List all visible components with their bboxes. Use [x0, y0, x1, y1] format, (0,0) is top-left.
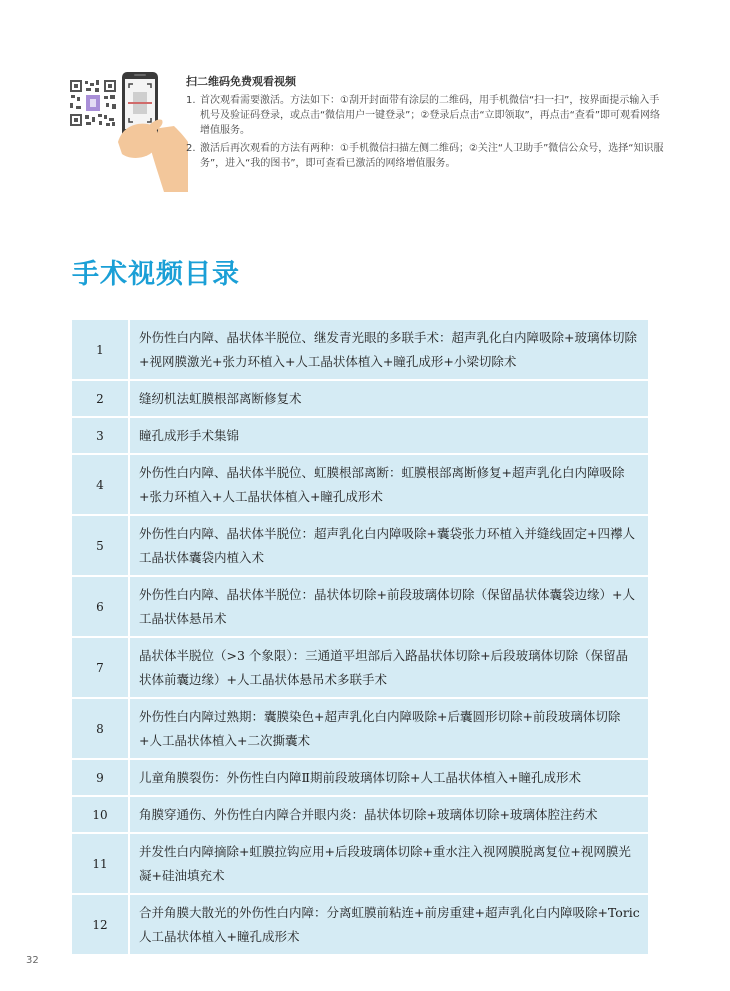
toc-row-number: 10 [71, 796, 129, 833]
toc-row-number: 3 [71, 417, 129, 454]
toc-row-number: 6 [71, 576, 129, 637]
toc-row-title[interactable]: 晶状体半脱位（>3 个象限）：三通道平坦部后入路晶状体切除+后段玻璃体切除（保留晶状体前囊边缘）+人工晶状体悬吊术多联手术 [129, 637, 649, 698]
toc-row-number: 4 [71, 454, 129, 515]
toc-row-title[interactable]: 并发性白内障摘除+虹膜拉钩应用+后段玻璃体切除+重水注入视网膜脱离复位+视网膜光凝+硅油填充术 [129, 833, 649, 894]
qr-illustration [64, 66, 184, 192]
toc-row[interactable] [71, 454, 649, 515]
toc-row-title[interactable]: 外伤性白内障、晶状体半脱位：晶状体切除+前段玻璃体切除（保留晶状体囊袋边缘）+人工晶状体悬吊术 [129, 576, 649, 637]
scan-item-number: 2. [186, 143, 196, 154]
toc-row-number: 12 [71, 894, 129, 955]
toc-heading: 手术视频目录 [72, 259, 240, 290]
scan-item-text: 激活后再次观看的方法有两种：①手机微信扫描左侧二维码；②关注“人卫助手”微信公众号，选择“知识服务”，进入“我的图书”，即可查看已激活的网络增值服务。 [200, 143, 664, 169]
toc-row-title[interactable]: 外伤性白内障、晶状体半脱位：超声乳化白内障吸除+囊袋张力环植入并缝线固定+四襻人工晶状体囊袋内植入术 [129, 515, 649, 576]
toc-row-number: 9 [71, 759, 129, 796]
toc-row-number: 2 [71, 380, 129, 417]
scan-item [186, 93, 666, 138]
toc-row[interactable] [71, 319, 649, 380]
toc-row-title[interactable]: 儿童角膜裂伤：外伤性白内障Ⅱ期前段玻璃体切除+人工晶状体植入+瞳孔成形术 [129, 759, 649, 796]
toc-row[interactable] [71, 894, 649, 955]
toc-row[interactable] [71, 637, 649, 698]
toc-row[interactable] [71, 759, 649, 796]
toc-row[interactable] [71, 698, 649, 759]
toc-row[interactable] [71, 833, 649, 894]
scan-title: 扫二维码免费观看视频 [186, 75, 296, 88]
toc-row-number: 7 [71, 637, 129, 698]
scan-item-number: 1. [186, 95, 196, 106]
toc-row-number: 5 [71, 515, 129, 576]
toc-row-number: 8 [71, 698, 129, 759]
toc-row-title[interactable]: 外伤性白内障、晶状体半脱位、继发青光眼的多联手术：超声乳化白内障吸除+玻璃体切除+视网膜激光+张力环植入+人工晶状体植入+瞳孔成形+小梁切除术 [129, 319, 649, 380]
toc-row[interactable] [71, 515, 649, 576]
scan-instructions [186, 74, 666, 174]
toc-row-title[interactable]: 外伤性白内障过熟期：囊膜染色+超声乳化白内障吸除+后囊圆形切除+前段玻璃体切除+人工晶状体植入+二次撕囊术 [129, 698, 649, 759]
qr-code-icon[interactable] [68, 78, 118, 128]
phone-in-hand-icon [118, 66, 188, 192]
toc-row[interactable] [71, 576, 649, 637]
scan-item [186, 141, 666, 171]
toc-row[interactable] [71, 380, 649, 417]
toc-row-title[interactable]: 外伤性白内障、晶状体半脱位、虹膜根部离断：虹膜根部离断修复+超声乳化白内障吸除+张力环植入+人工晶状体植入+瞳孔成形术 [129, 454, 649, 515]
toc-row-number: 1 [71, 319, 129, 380]
toc-row-title[interactable]: 合并角膜大散光的外伤性白内障：分离虹膜前粘连+前房重建+超声乳化白内障吸除+Toric 人工晶状体植入+瞳孔成形术 [129, 894, 649, 955]
toc-row[interactable] [71, 417, 649, 454]
page-number: 32 [26, 955, 39, 966]
toc-row-number: 11 [71, 833, 129, 894]
scan-item-text: 首次观看需要激活。方法如下：①刮开封面带有涂层的二维码，用手机微信“扫一扫”，按界面提示输入手机号及验证码登录，或点击“微信用户一键登录”；②登录后点击“立即领取”，再点击“查看”即可观看网络增值服务。 [200, 95, 661, 136]
toc-row-title[interactable]: 缝纫机法虹膜根部离断修复术 [129, 380, 649, 417]
toc-row-title[interactable]: 角膜穿通伤、外伤性白内障合并眼内炎：晶状体切除+玻璃体切除+玻璃体腔注药术 [129, 796, 649, 833]
toc-table [70, 318, 650, 956]
toc-row-title[interactable]: 瞳孔成形手术集锦 [129, 417, 649, 454]
toc-row[interactable] [71, 796, 649, 833]
